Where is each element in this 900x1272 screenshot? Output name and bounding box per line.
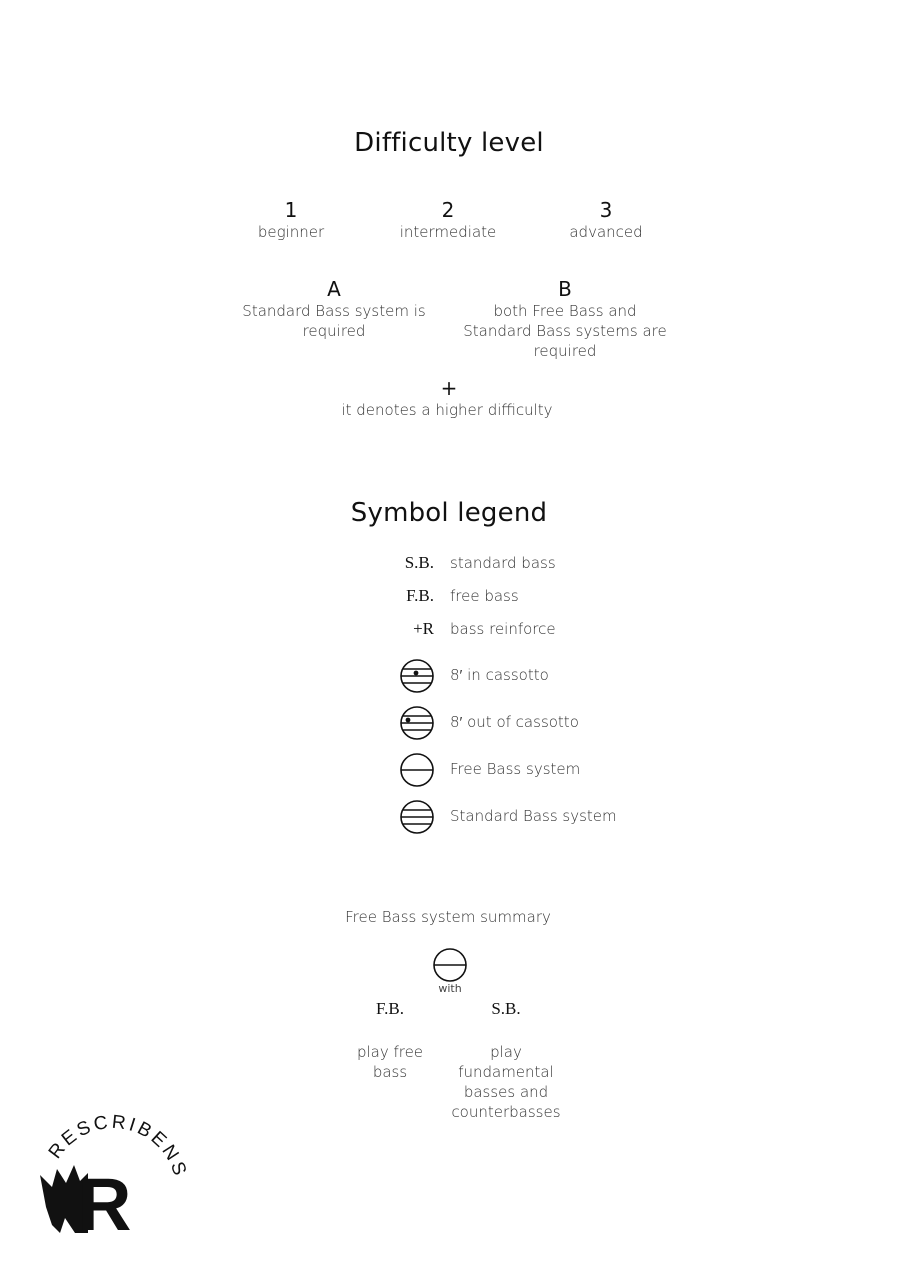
- plus-description: it denotes a higher difficulty: [341, 401, 553, 419]
- legend-title: Symbol legend: [350, 498, 548, 528]
- legend-text: Free Bass system: [450, 760, 581, 778]
- summary-code-left: F.B.: [376, 999, 404, 1018]
- level-label: advanced: [569, 223, 643, 241]
- legend-text: 8′ out of cassotto: [450, 713, 579, 731]
- svg-text:R: R: [78, 1163, 132, 1246]
- rescribens-logo: [30, 1111, 191, 1246]
- level-number: 1: [284, 198, 298, 222]
- level-label: intermediate: [399, 223, 497, 241]
- free-bass-system-icon: [432, 947, 468, 983]
- system-description: Standard Bass system is required: [242, 302, 426, 340]
- plus-symbol: +: [440, 376, 458, 400]
- level-number: 3: [599, 198, 613, 222]
- standard-bass-system-icon: [399, 799, 435, 835]
- level-label: beginner: [257, 223, 325, 241]
- legend-code: S.B.: [404, 553, 434, 572]
- legend-code: F.B.: [406, 586, 434, 605]
- summary-title: Free Bass system summary: [345, 908, 551, 926]
- legend-text: bass reinforce: [450, 620, 556, 638]
- summary-text-right: play fundamental basses and counterbasses: [451, 1043, 561, 1121]
- free-bass-system-icon: [399, 752, 435, 788]
- legend-text: 8′ in cassotto: [450, 666, 549, 684]
- summary-with-label: with: [438, 982, 462, 995]
- legend-text: free bass: [450, 587, 519, 605]
- legend-code: +R: [413, 619, 434, 638]
- svg-text:RESCRIBENS: RESCRIBENS: [44, 1111, 191, 1181]
- summary-code-right: S.B.: [491, 999, 521, 1018]
- system-description: both Free Bass and Standard Bass systems are required: [463, 302, 667, 360]
- legend-text: Standard Bass system: [450, 807, 617, 825]
- difficulty-title: Difficulty level: [354, 128, 544, 158]
- level-number: 2: [441, 198, 455, 222]
- system-letter: B: [558, 277, 572, 301]
- cassotto-in-register-icon: [399, 658, 435, 694]
- cassotto-out-register-icon: [399, 705, 435, 741]
- legend-text: standard bass: [450, 554, 556, 572]
- system-letter: A: [327, 277, 341, 301]
- summary-text-left: play free bass: [356, 1043, 424, 1081]
